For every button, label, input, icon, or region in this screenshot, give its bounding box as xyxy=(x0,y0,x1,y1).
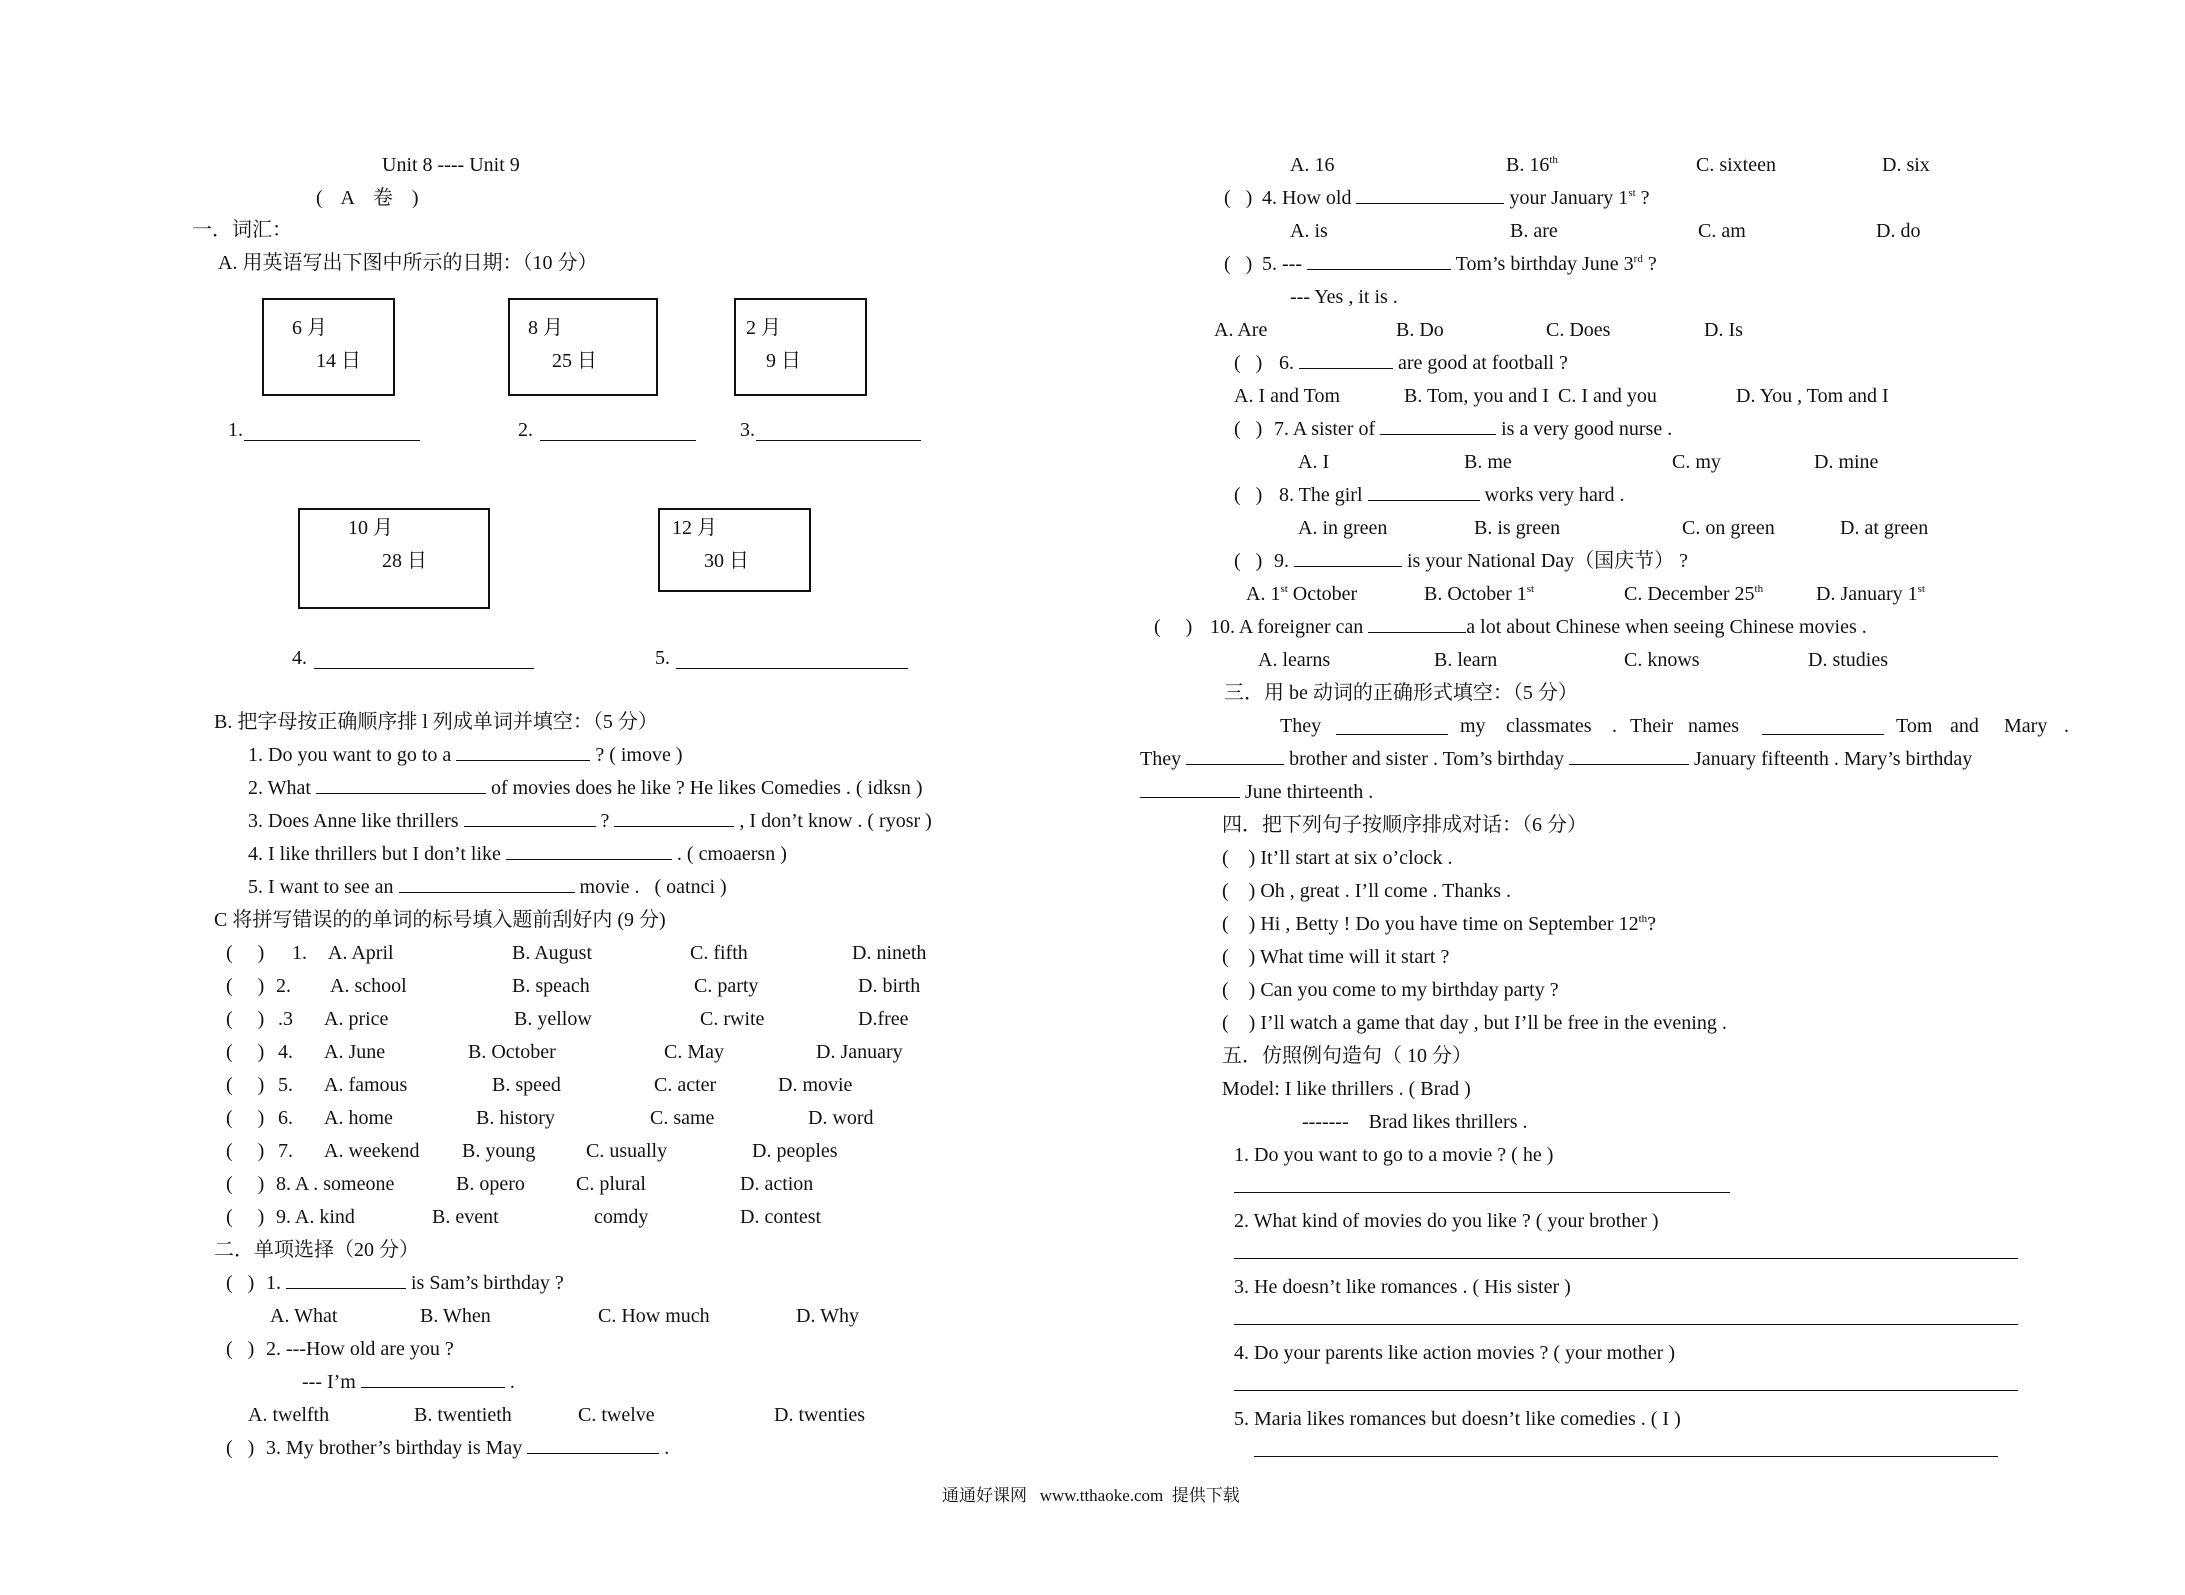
rewrite-item-1: 1. Do you want to go to a movie ? ( he ) xyxy=(1234,1144,1554,1166)
option-d: D. mine xyxy=(1814,451,1879,473)
section-1a-heading: A. 用英语写出下图中所示的日期：（10 分） xyxy=(218,252,598,274)
answer-paren[interactable]: ( ) xyxy=(226,1206,265,1228)
section-3-heading: 三．用 be 动词的正确形式填空：（5 分） xyxy=(1224,682,1578,704)
answer-paren[interactable]: ( ) xyxy=(226,1173,265,1195)
option-a: A. home xyxy=(324,1107,393,1129)
scramble-item-3: 3. Does Anne like thrillers ? , I don’t know . ( ryosr ) xyxy=(248,810,932,832)
model-sentence: Model: I like thrillers . ( Brad ) xyxy=(1222,1078,1471,1100)
option-c: C. fifth xyxy=(690,942,748,964)
page-footer: 通通好课网 www.tthaoke.com 提供下载 xyxy=(942,1486,1240,1505)
word: They xyxy=(1280,715,1322,737)
answer-paren[interactable]: ( ) xyxy=(226,1338,255,1360)
answer-paren[interactable]: ( ) xyxy=(1222,847,1261,869)
item-number: 2. xyxy=(276,975,291,997)
page-title: Unit 8 ---- Unit 9 xyxy=(382,154,520,176)
option-b: B. learn xyxy=(1434,649,1498,671)
option-d: D. Is xyxy=(1704,319,1743,341)
option-d: D. do xyxy=(1876,220,1921,242)
option-a: A. What xyxy=(270,1305,338,1327)
item-number: 5. xyxy=(278,1074,293,1096)
option-a: A. learns xyxy=(1258,649,1331,671)
date-box-day: 14 日 xyxy=(316,350,361,372)
answer-blank[interactable] xyxy=(1368,618,1466,633)
date-box-month: 8 月 xyxy=(528,317,563,339)
section-1b-heading: B. 把字母按正确顺序排 l 列成单词并填空：（5 分） xyxy=(214,711,658,733)
item-number: 6. xyxy=(278,1107,293,1129)
answer-blank[interactable] xyxy=(1356,189,1504,204)
answer-paren[interactable]: ( ) xyxy=(226,1437,255,1459)
date-box-month: 6 月 xyxy=(292,317,327,339)
answer-paren[interactable]: ( ) xyxy=(226,1041,265,1063)
option-b: B. 16th xyxy=(1506,154,1558,176)
option-b: B. When xyxy=(420,1305,491,1327)
option-b: B. opero xyxy=(456,1173,525,1195)
date-box-4 xyxy=(298,508,490,609)
word: Their xyxy=(1630,715,1674,737)
date-box-day: 28 日 xyxy=(382,550,427,572)
option-a: A. school xyxy=(330,975,407,997)
answer-paren[interactable]: ( ) xyxy=(1222,1012,1261,1034)
answer-blank[interactable] xyxy=(1762,734,1884,735)
option-c: C. twelve xyxy=(578,1404,655,1426)
option-c: C. am xyxy=(1698,220,1746,242)
option-d: D. twenties xyxy=(774,1404,866,1426)
date-box-1 xyxy=(262,298,395,396)
word: . xyxy=(2064,715,2069,737)
answer-paren[interactable]: ( ) xyxy=(1224,187,1253,209)
item-number: .3 xyxy=(278,1008,293,1030)
dialogue-item: ( ) Oh , great . I’ll come . Thanks . xyxy=(1222,880,1512,902)
option-c: comdy xyxy=(594,1206,649,1228)
scramble-item-4: 4. I like thrillers but I don’t like . ( cmoaersn ) xyxy=(248,843,787,865)
rewrite-item-4: 4. Do your parents like action movies ? ( your mother ) xyxy=(1234,1342,1675,1364)
item-number: 7. xyxy=(278,1140,293,1162)
section-1-heading: 一．词汇： xyxy=(192,219,292,241)
option-b: B. are xyxy=(1510,220,1558,242)
option-c: C. plural xyxy=(576,1173,646,1195)
answer-paren[interactable]: ( ) xyxy=(1234,484,1263,506)
option-a: A. I and Tom xyxy=(1234,385,1340,407)
word: my xyxy=(1460,715,1486,737)
option-d: D. contest xyxy=(740,1206,822,1228)
answer-blank[interactable] xyxy=(1368,486,1480,501)
option-a: A. Are xyxy=(1214,319,1268,341)
answer-blank[interactable] xyxy=(399,878,575,893)
answer-blank[interactable] xyxy=(456,746,590,761)
option-d: D.free xyxy=(858,1008,909,1030)
option-a: A. is xyxy=(1290,220,1328,242)
blank-label: 2. xyxy=(518,419,533,441)
option-d: D. birth xyxy=(858,975,921,997)
answer-paren[interactable]: ( ) xyxy=(1222,946,1260,968)
answer-blank[interactable] xyxy=(464,812,596,827)
mc-question-9: 9. is your National Day（国庆节） ? xyxy=(1274,550,1689,572)
option-c: C. May xyxy=(664,1041,724,1063)
section-1c-heading: C 将拼写错误的的单词的标号填入题前刮好内 (9 分) xyxy=(214,909,666,931)
word: Tom xyxy=(1896,715,1933,737)
answer-paren[interactable]: ( ) xyxy=(1234,550,1263,572)
option-d: D. nineth xyxy=(852,942,927,964)
section-5-heading: 五．仿照例句造句（ 10 分） xyxy=(1222,1045,1472,1067)
word: Mary xyxy=(2004,715,2048,737)
answer-line[interactable] xyxy=(1234,1390,2018,1391)
mc-question-7: 7. A sister of is a very good nurse . xyxy=(1274,418,1673,440)
answer-paren[interactable]: ( ) xyxy=(1234,418,1263,440)
mc-question-2: 2. ---How old are you ? xyxy=(266,1338,454,1360)
answer-blank[interactable] xyxy=(756,440,921,441)
answer-paren[interactable]: ( ) xyxy=(1154,616,1193,638)
answer-paren[interactable]: ( ) xyxy=(1224,253,1253,275)
answer-blank[interactable] xyxy=(1140,783,1240,798)
rewrite-item-3: 3. He doesn’t like romances . ( His sister ) xyxy=(1234,1276,1571,1298)
option-d: D. Why xyxy=(796,1305,859,1327)
option-a: A. in green xyxy=(1298,517,1388,539)
option-c: C. knows xyxy=(1624,649,1700,671)
answer-paren[interactable]: ( ) xyxy=(1222,979,1261,1001)
option-a: A. twelfth xyxy=(248,1404,330,1426)
date-box-month: 10 月 xyxy=(348,517,393,539)
option-a: A. price xyxy=(324,1008,389,1030)
answer-blank[interactable] xyxy=(676,668,908,669)
answer-paren[interactable]: ( ) xyxy=(1222,913,1261,935)
be-verb-line-3: June thirteenth . xyxy=(1140,782,1373,802)
option-b: B. yellow xyxy=(514,1008,592,1030)
answer-blank[interactable] xyxy=(540,440,696,441)
answer-blank[interactable] xyxy=(314,668,534,669)
scramble-item-5: 5. I want to see an movie . ( oatnci ) xyxy=(248,876,727,898)
option-d: D. peoples xyxy=(752,1140,838,1162)
option-d: D. at green xyxy=(1840,517,1929,539)
option-d: D. six xyxy=(1882,154,1930,176)
answer-line[interactable] xyxy=(1234,1192,1730,1193)
answer-line[interactable] xyxy=(1234,1324,2018,1325)
word: . xyxy=(1612,715,1617,737)
answer-blank[interactable] xyxy=(361,1373,505,1388)
option-b: B. is green xyxy=(1474,517,1561,539)
option-a: A. 16 xyxy=(1290,154,1335,176)
option-c: C. Does xyxy=(1546,319,1611,341)
mc-question-2-answer: --- I’m . xyxy=(302,1371,515,1393)
scramble-item-2: 2. What of movies does he like ? He likes Comedies . ( idksn ) xyxy=(248,777,923,799)
rewrite-item-2: 2. What kind of movies do you like ? ( your brother ) xyxy=(1234,1210,1659,1232)
answer-paren[interactable]: ( ) xyxy=(226,975,265,997)
option-b: B. speed xyxy=(492,1074,561,1096)
mc-question-4: 4. How old your January 1st ? xyxy=(1262,187,1650,209)
answer-blank[interactable] xyxy=(614,812,734,827)
date-box-3 xyxy=(734,298,867,396)
word: and xyxy=(1950,715,1979,737)
option-b: B. history xyxy=(476,1107,555,1129)
option-b: B. me xyxy=(1464,451,1512,473)
option-c: C. sixteen xyxy=(1696,154,1776,176)
item-number: 4. xyxy=(278,1041,293,1063)
option-b: B. October 1st xyxy=(1424,583,1535,605)
option-c: C. usually xyxy=(586,1140,668,1162)
option-d: D. movie xyxy=(778,1074,853,1096)
item-number: 9. A. kind xyxy=(276,1206,355,1228)
date-box-day: 25 日 xyxy=(552,350,597,372)
date-box-2 xyxy=(508,298,658,396)
option-c: C. How much xyxy=(598,1305,710,1327)
mc-question-5-reply: --- Yes , it is . xyxy=(1290,286,1398,308)
mc-question-1: 1. is Sam’s birthday ? xyxy=(266,1272,564,1294)
date-box-day: 9 日 xyxy=(766,350,801,372)
option-d: D. You , Tom and I xyxy=(1736,385,1889,407)
option-b: B. October xyxy=(468,1041,556,1063)
option-c: C. acter xyxy=(654,1074,717,1096)
answer-blank[interactable] xyxy=(527,1439,659,1454)
answer-paren[interactable]: ( ) xyxy=(226,1107,265,1129)
option-a: A. April xyxy=(328,942,394,964)
answer-paren[interactable]: ( ) xyxy=(226,1074,265,1096)
option-c: C. same xyxy=(650,1107,715,1129)
scramble-item-1: 1. Do you want to go to a ? ( imove ) xyxy=(248,744,683,766)
dialogue-item: ( ) What time will it start ? xyxy=(1222,946,1450,968)
option-d: D. word xyxy=(808,1107,874,1129)
answer-line[interactable] xyxy=(1234,1258,2018,1259)
option-b: B. young xyxy=(462,1140,536,1162)
answer-paren[interactable]: ( ) xyxy=(226,1140,265,1162)
option-c: C. my xyxy=(1672,451,1721,473)
dialogue-item: ( ) Hi , Betty ! Do you have time on September 12th? xyxy=(1222,913,1657,935)
date-box-day: 30 日 xyxy=(704,550,749,572)
section-2-heading: 二．单项选择（20 分） xyxy=(214,1239,419,1261)
item-number: 8. A . someone xyxy=(276,1173,395,1195)
answer-blank[interactable] xyxy=(1307,255,1451,270)
option-d: D. January 1st xyxy=(1816,583,1925,605)
answer-blank[interactable] xyxy=(1569,750,1689,765)
answer-line[interactable] xyxy=(1254,1456,1998,1457)
dialogue-item: ( ) Can you come to my birthday party ? xyxy=(1222,979,1559,1001)
mc-question-3: 3. My brother’s birthday is May . xyxy=(266,1437,670,1459)
word: classmates xyxy=(1506,715,1592,737)
option-d: D. studies xyxy=(1808,649,1888,671)
option-b: B. event xyxy=(432,1206,499,1228)
option-b: B. August xyxy=(512,942,593,964)
answer-paren[interactable]: ( ) xyxy=(1222,880,1261,902)
item-number: 1. xyxy=(292,942,307,964)
option-a: A. weekend xyxy=(324,1140,420,1162)
dialogue-item: ( ) I’ll watch a game that day , but I’ll be free in the evening . xyxy=(1222,1012,1727,1034)
option-d: D. action xyxy=(740,1173,814,1195)
answer-blank[interactable] xyxy=(506,845,672,860)
rewrite-item-5: 5. Maria likes romances but doesn’t like comedies . ( I ) xyxy=(1234,1408,1681,1430)
mc-question-5: 5. --- Tom’s birthday June 3rd ? xyxy=(1262,253,1657,275)
answer-blank[interactable] xyxy=(244,440,420,441)
answer-blank[interactable] xyxy=(316,779,486,794)
answer-paren[interactable]: ( ) xyxy=(226,942,265,964)
option-a: A. I xyxy=(1298,451,1330,473)
answer-paren[interactable]: ( ) xyxy=(226,1272,255,1294)
answer-blank[interactable] xyxy=(1380,420,1496,435)
dialogue-item: ( ) It’ll start at six o’clock . xyxy=(1222,847,1453,869)
blank-label: 5. xyxy=(655,647,670,669)
option-a: A. June xyxy=(324,1041,386,1063)
be-verb-line-2: They brother and sister . Tom’s birthday January fifteenth . Mary’s birthday xyxy=(1140,748,1973,770)
option-b: B. Do xyxy=(1396,319,1444,341)
word: names xyxy=(1688,715,1740,737)
answer-blank[interactable] xyxy=(286,1274,406,1289)
option-c: C. rwite xyxy=(700,1008,765,1030)
answer-paren[interactable]: ( ) xyxy=(1234,352,1263,374)
answer-paren[interactable]: ( ) xyxy=(226,1008,265,1030)
section-4-heading: 四．把下列句子按顺序排成对话：（6 分） xyxy=(1222,814,1587,836)
answer-blank[interactable] xyxy=(1186,750,1284,765)
mc-question-8: 8. The girl works very hard . xyxy=(1274,484,1625,506)
option-c: C. I and you xyxy=(1558,385,1657,407)
mc-question-10: 10. A foreigner can a lot about Chinese when seeing Chinese movies . xyxy=(1210,616,1867,638)
option-b: B. speach xyxy=(512,975,590,997)
answer-blank[interactable] xyxy=(1294,552,1402,567)
option-a: A. 1st October xyxy=(1246,583,1358,605)
date-box-month: 12 月 xyxy=(672,517,717,539)
option-c: C. party xyxy=(694,975,759,997)
model-answer: ------- Brad likes thrillers . xyxy=(1302,1111,1528,1133)
option-c: C. on green xyxy=(1682,517,1775,539)
blank-label: 4. xyxy=(292,647,307,669)
option-c: C. December 25th xyxy=(1624,583,1764,605)
blank-label: 3. xyxy=(740,419,755,441)
option-a: A. famous xyxy=(324,1074,408,1096)
blank-label: 1. xyxy=(228,419,243,441)
mc-question-6: 6. are good at football ? xyxy=(1274,352,1568,374)
option-b: B. twentieth xyxy=(414,1404,512,1426)
date-box-5 xyxy=(658,508,811,592)
option-d: D. January xyxy=(816,1041,903,1063)
date-box-month: 2 月 xyxy=(746,317,781,339)
option-b: B. Tom, you and I xyxy=(1404,385,1549,407)
answer-blank[interactable] xyxy=(1299,354,1393,369)
answer-blank[interactable] xyxy=(1336,734,1448,735)
page-subtitle: ( A 卷 ) xyxy=(316,187,419,209)
